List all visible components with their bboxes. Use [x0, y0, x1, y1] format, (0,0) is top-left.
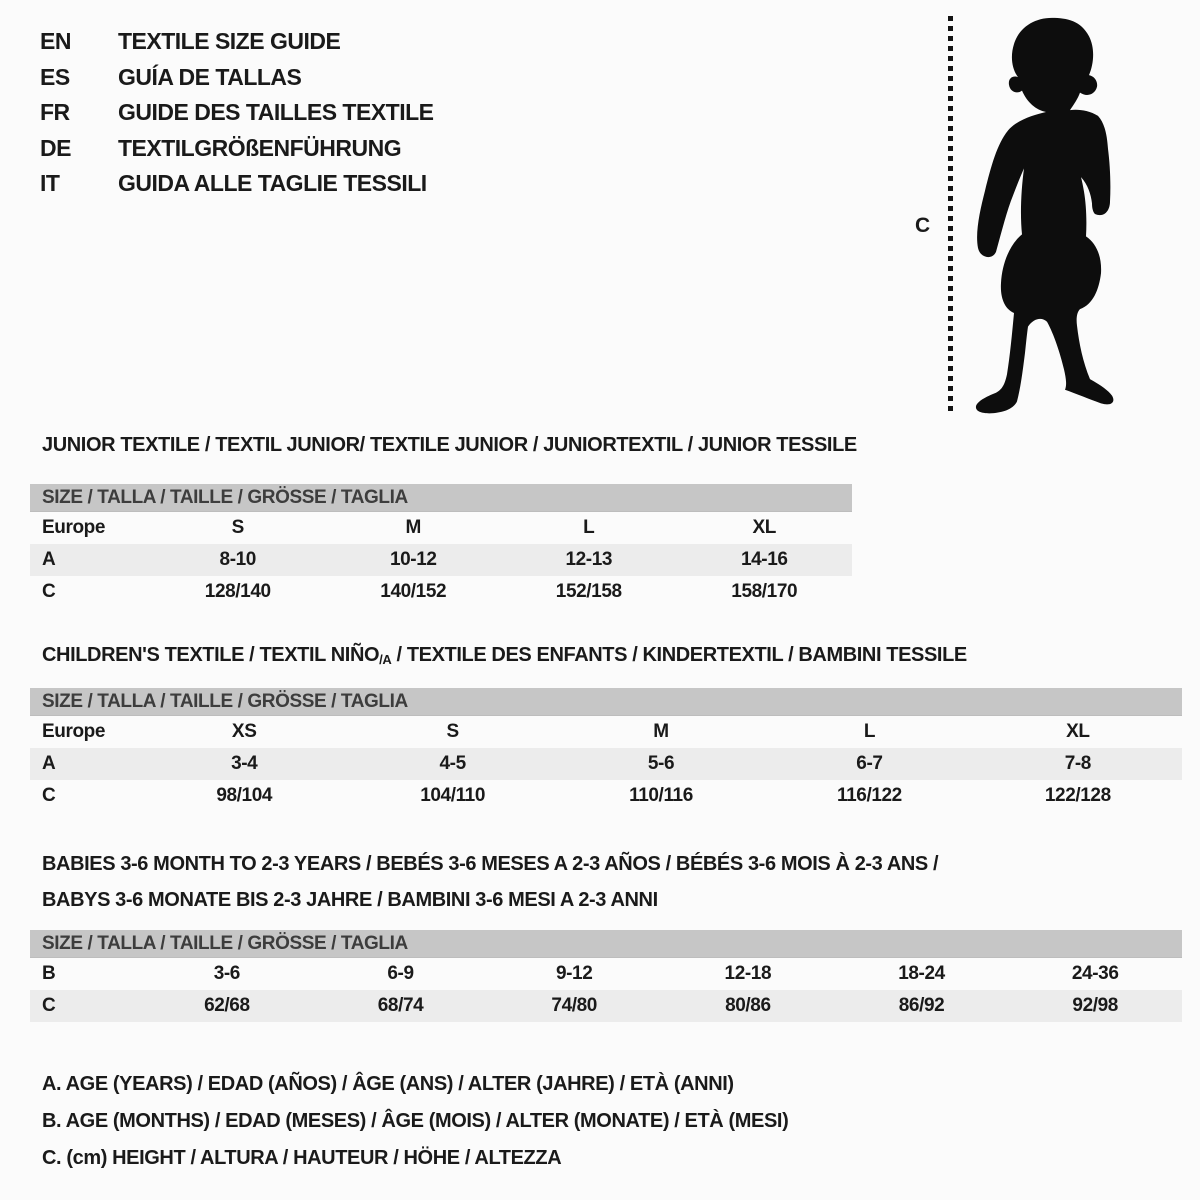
children-heading-subscript: /A [379, 652, 392, 667]
babies-row-height [30, 990, 1182, 1022]
legend-age-years: A. AGE (YEARS) / EDAD (AÑOS) / ÂGE (ANS) / ALTER (JAHRE) / ETÀ (ANNI) [42, 1073, 734, 1095]
language-title-block [40, 24, 434, 202]
junior-row-height [30, 576, 852, 608]
lang-code-de: DE [40, 134, 71, 161]
junior-size-bar: SIZE / TALLA / TAILLE / GRÖSSE / TAGLIA [30, 484, 852, 512]
babies-height-3: 74/80 [551, 995, 597, 1016]
junior-height-l: 152/158 [555, 581, 622, 602]
junior-size-table [30, 484, 852, 608]
babies-row-months [30, 958, 1182, 990]
children-row-age-label: A [42, 753, 56, 774]
junior-col-s: S [231, 517, 244, 538]
lang-row-en [40, 24, 434, 60]
junior-row-height-label: C [42, 581, 56, 602]
babies-height-1: 62/68 [204, 995, 250, 1016]
children-row-height-label: C [42, 785, 56, 806]
junior-col-xl: XL [752, 517, 776, 538]
lang-row-es [40, 60, 434, 96]
junior-height-s: 128/140 [204, 581, 271, 602]
junior-age-l: 12-13 [565, 549, 613, 570]
junior-row-age [30, 544, 852, 576]
measurement-legend [42, 1066, 788, 1177]
junior-col-l: L [583, 517, 595, 538]
children-col-m: M [653, 721, 669, 742]
babies-height-4: 80/86 [725, 995, 771, 1016]
lang-title-es: GUÍA DE TALLAS [118, 63, 302, 90]
children-size-table [30, 688, 1182, 812]
children-size-bar: SIZE / TALLA / TAILLE / GRÖSSE / TAGLIA [30, 688, 1182, 716]
babies-size-bar: SIZE / TALLA / TAILLE / GRÖSSE / TAGLIA [30, 930, 1182, 958]
junior-header-row [30, 512, 852, 544]
children-row-age [30, 748, 1182, 780]
legend-age-months: B. AGE (MONTHS) / EDAD (MESES) / ÂGE (MOIS) / ALTER (MONATE) / ETÀ (MESI) [42, 1110, 789, 1132]
children-height-s: 104/110 [420, 785, 486, 806]
babies-row-height-label: C [42, 995, 56, 1016]
children-height-xs: 98/104 [216, 785, 273, 806]
junior-age-m: 10-12 [389, 549, 437, 570]
babies-row-months-label: B [42, 963, 56, 984]
children-height-l: 116/122 [837, 785, 902, 806]
babies-size-table [30, 930, 1182, 1022]
junior-height-m: 140/152 [380, 581, 447, 602]
children-heading-main: CHILDREN'S TEXTILE / TEXTIL NIÑO [42, 644, 380, 666]
babies-heading-line1: BABIES 3-6 MONTH TO 2-3 YEARS / BEBÉS 3-6 MESES A 2-3 AÑOS / BÉBÉS 3-6 MOIS À 2-3 ANS / [42, 853, 939, 875]
lang-code-es: ES [40, 63, 70, 90]
children-col-s: S [446, 721, 459, 742]
legend-height-cm: C. (cm) HEIGHT / ALTURA / HAUTEUR / HÖHE / ALTEZZA [42, 1147, 562, 1169]
babies-months-2: 6-9 [387, 963, 414, 984]
lang-title-it: GUIDA ALLE TAGLIE TESSILI [118, 170, 427, 196]
height-measure-label-c: C [915, 214, 931, 237]
lang-code-fr: FR [40, 99, 70, 125]
babies-months-5: 18-24 [898, 963, 945, 984]
children-heading-rest: / TEXTILE DES ENFANTS / KINDERTEXTIL / BAMBINI TESSILE [391, 644, 967, 666]
toddler-silhouette-image [964, 12, 1140, 416]
children-header-row [30, 716, 1182, 748]
children-height-xl: 122/128 [1044, 785, 1111, 806]
junior-age-s: 8-10 [219, 549, 256, 570]
babies-months-1: 3-6 [213, 963, 240, 984]
junior-height-xl: 158/170 [731, 581, 798, 602]
babies-heading-line2: BABYS 3-6 MONATE BIS 2-3 JAHRE / BAMBINI 3-6 MESI A 2-3 ANNI [42, 889, 658, 911]
children-col-xl: XL [1066, 721, 1090, 742]
lang-code-en: EN [40, 28, 71, 54]
lang-title-de: TEXTILGRÖßENFÜHRUNG [118, 134, 402, 161]
children-region-label: Europe [42, 721, 106, 742]
babies-months-3: 9-12 [555, 963, 593, 984]
children-height-m: 110/116 [629, 785, 693, 806]
babies-height-2: 68/74 [377, 995, 424, 1016]
lang-row-fr [40, 95, 434, 131]
children-age-m: 5-6 [647, 753, 675, 774]
lang-code-it: IT [40, 170, 60, 196]
babies-section-heading [42, 846, 938, 918]
lang-row-de [40, 131, 434, 167]
children-age-l: 6-7 [856, 753, 883, 774]
height-measure-dashed-line [948, 16, 953, 416]
junior-col-m: M [405, 517, 421, 538]
children-col-l: L [863, 721, 876, 742]
babies-months-4: 12-18 [724, 963, 772, 984]
lang-title-en: TEXTILE SIZE GUIDE [118, 28, 341, 54]
junior-age-xl: 14-16 [740, 549, 788, 570]
children-age-xs: 3-4 [231, 753, 258, 774]
children-row-height [30, 780, 1182, 812]
lang-row-it [40, 166, 434, 202]
children-col-xs: XS [231, 721, 257, 742]
lang-title-fr: GUIDE DES TAILLES TEXTILE [118, 99, 434, 125]
children-section-heading [42, 644, 967, 667]
children-age-s: 4-5 [439, 753, 466, 774]
babies-months-6: 24-36 [1071, 963, 1119, 984]
junior-row-age-label: A [42, 549, 56, 570]
babies-height-6: 92/98 [1072, 995, 1118, 1016]
junior-section-heading: JUNIOR TEXTILE / TEXTIL JUNIOR/ TEXTILE JUNIOR / JUNIORTEXTIL / JUNIOR TESSILE [42, 434, 857, 456]
junior-region-label: Europe [42, 517, 106, 538]
babies-height-5: 86/92 [898, 995, 945, 1016]
children-age-xl: 7-8 [1064, 753, 1091, 774]
